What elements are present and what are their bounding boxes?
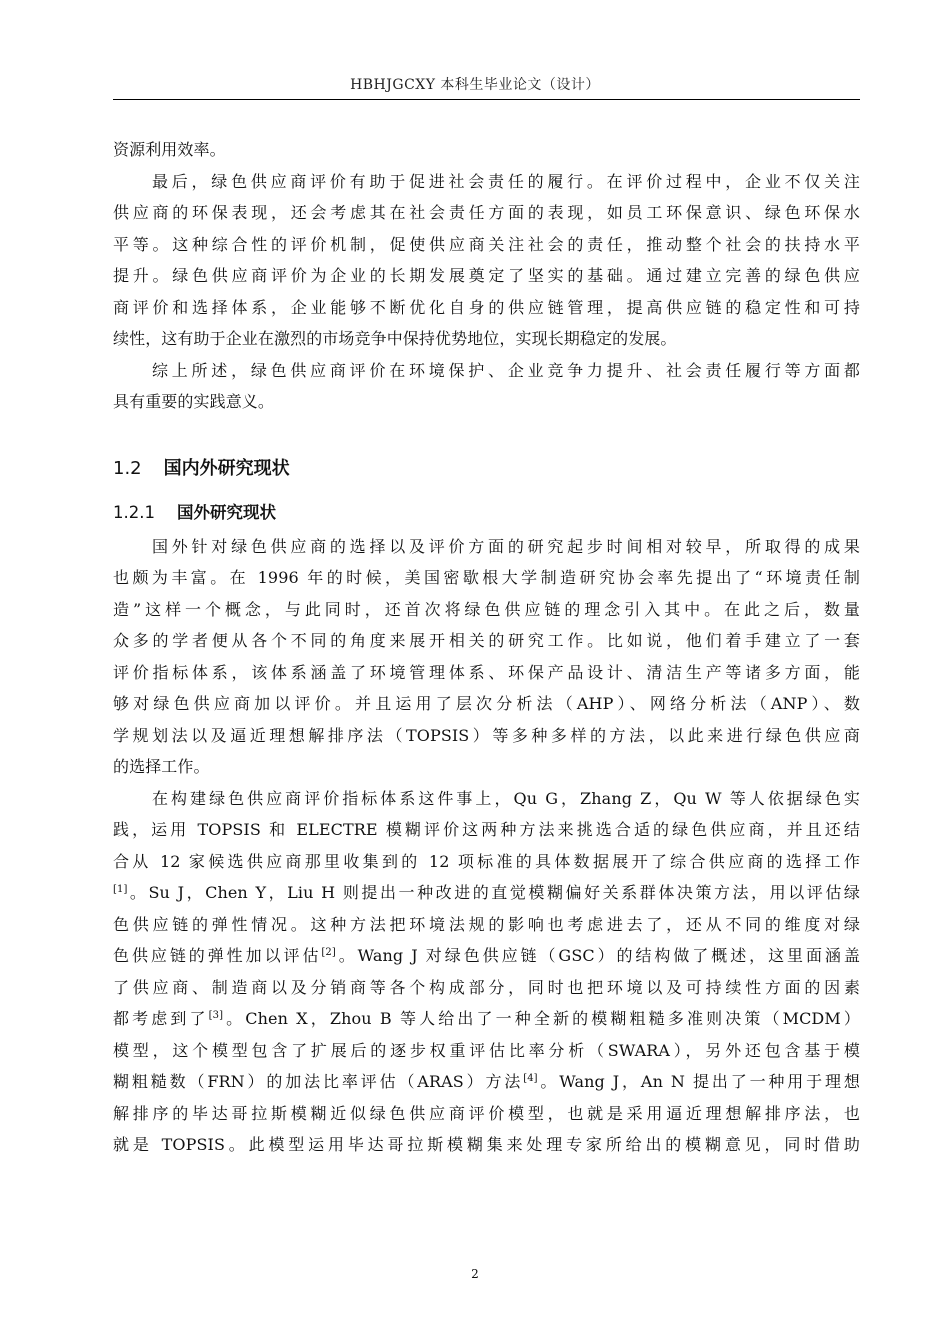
- section-number: 1.2: [113, 457, 142, 479]
- running-header: HBHJGCXY 本科生毕业论文（设计）: [350, 77, 600, 93]
- text-line: 践，运用 TOPSIS 和 ELECTRE 模糊评价这两种方法来挑选合适的绿色供应商，并且还结: [113, 820, 860, 839]
- section-heading: [113, 449, 860, 489]
- text-line: 的选择工作。: [113, 757, 210, 776]
- text-line: 提升。绿色供应商评价为企业的长期发展奠定了坚实的基础。通过建立完善的绿色供应: [113, 266, 860, 285]
- text-line: 供应商的环保表现，还会考虑其在社会责任方面的表现，如员工环保意识、绿色环保水: [113, 203, 860, 222]
- text-line: 学规划法以及逼近理想解排序法（TOPSIS）等多种多样的方法，以此来进行绿色供应商: [113, 725, 860, 745]
- text-line: 色供应链的弹性情况。这种方法把环境法规的影响也考虑进去了，还从不同的维度对绿: [113, 914, 860, 934]
- text-line: 评价指标体系，该体系涵盖了环境管理体系、环保产品设计、清洁生产等诸多方面，能: [113, 662, 860, 682]
- citation: [2]: [321, 947, 336, 958]
- subsection-heading: [113, 495, 860, 531]
- text-line: 也颇为丰富。在 1996 年的时候，美国密歇根大学制造研究协会率先提出了“环境责任制: [113, 568, 860, 587]
- text-line: 解排序的毕达哥拉斯模糊近似绿色供应商评价模型，也就是采用逼近理想解排序法，也: [113, 1103, 860, 1123]
- text-span: 。Su J，Chen Y，Liu H 则提出一种改进的直觉模糊偏好关系群体决策方法，用以评估绿: [127, 883, 860, 902]
- text-span: 色供应链的弹性加以评估: [113, 946, 322, 965]
- text-line: 在构建绿色供应商评价指标体系这件事上，Qu G，Zhang Z，Qu W 等人依据绿色实: [152, 788, 860, 808]
- text-line: 商评价和选择体系，企业能够不断优化自身的供应链管理，提高供应链的稳定性和可持: [113, 297, 860, 317]
- text-line: 众多的学者便从各个不同的角度来展开相关的研究工作。比如说，他们着手建立了一套: [113, 631, 860, 650]
- citation: [1]: [113, 884, 128, 895]
- text-line: 国外针对绿色供应商的选择以及评价方面的研究起步时间相对较早，所取得的成果: [152, 536, 860, 556]
- section-spacer: [113, 418, 860, 449]
- text-span: 。Chen X，Zhou B 等人给出了一种全新的模糊粗糙多准则决策（MCDM）: [223, 1009, 860, 1028]
- body-content: [113, 134, 860, 1161]
- citation: [3]: [208, 1010, 224, 1021]
- text-line: 模型，这个模型包含了扩展后的逐步权重评估比率分析（SWARA），另外还包含基于模: [113, 1040, 860, 1060]
- text-span: 。Wang J，An N 提出了一种用于理想: [537, 1072, 860, 1091]
- header-rule: [113, 99, 860, 100]
- section-title: 国内外研究现状: [163, 457, 290, 479]
- text-line: 资源利用效率。: [113, 140, 226, 159]
- text-line: 平等。这种综合性的评价机制，促使供应商关注社会的责任，推动整个社会的扶持水平: [113, 234, 860, 254]
- text-line: 续性，这有助于企业在激烈的市场竞争中保持优势地位，实现长期稳定的发展。: [113, 329, 677, 348]
- text-line: [113, 1003, 860, 1035]
- paragraph-social-responsibility: [113, 166, 860, 355]
- paragraph-indicator-system: [113, 783, 860, 1161]
- paragraph-summary: [113, 355, 860, 418]
- text-line: 就是 TOPSIS。此模型运用毕达哥拉斯模糊集来处理专家所给出的模糊意见，同时借助: [113, 1135, 860, 1154]
- text-span: 。Wang J 对绿色供应链（GSC）的结构做了概述，这里面涵盖: [335, 946, 860, 965]
- text-line: [113, 877, 860, 909]
- citation: [4]: [523, 1073, 538, 1084]
- text-line: 合从 12 家候选供应商那里收集到的 12 项标准的具体数据展开了综合供应商的选择工作: [113, 851, 860, 871]
- subsection-title: 国外研究现状: [176, 502, 276, 522]
- text-line: 具有重要的实践意义。: [113, 392, 275, 411]
- text-line: 够对绿色供应商加以评价。并且运用了层次分析法（AHP）、网络分析法（ANP）、数: [113, 694, 860, 713]
- text-span: 都考虑到了: [113, 1009, 209, 1028]
- paragraph-foreign-research: [113, 531, 860, 783]
- text-line: 造”这样一个概念，与此同时，还首次将绿色供应链的理念引入其中。在此之后，数量: [113, 599, 860, 619]
- page-number: 2: [471, 1267, 479, 1281]
- paragraph-continuation: [113, 134, 860, 166]
- text-line: [113, 940, 860, 972]
- text-line: 综上所述，绿色供应商评价在环境保护、企业竞争力提升、社会责任履行等方面都: [152, 360, 860, 380]
- text-line: 最后，绿色供应商评价有助于促进社会责任的履行。在评价过程中，企业不仅关注: [152, 171, 860, 191]
- text-span: 糊粗糙数（FRN）的加法比率评估（ARAS）方法: [113, 1072, 524, 1091]
- text-line: 了供应商、制造商以及分销商等各个构成部分，同时也把环境以及可持续性方面的因素: [113, 977, 860, 997]
- subsection-number: 1.2.1: [113, 502, 155, 522]
- text-line: [113, 1066, 860, 1098]
